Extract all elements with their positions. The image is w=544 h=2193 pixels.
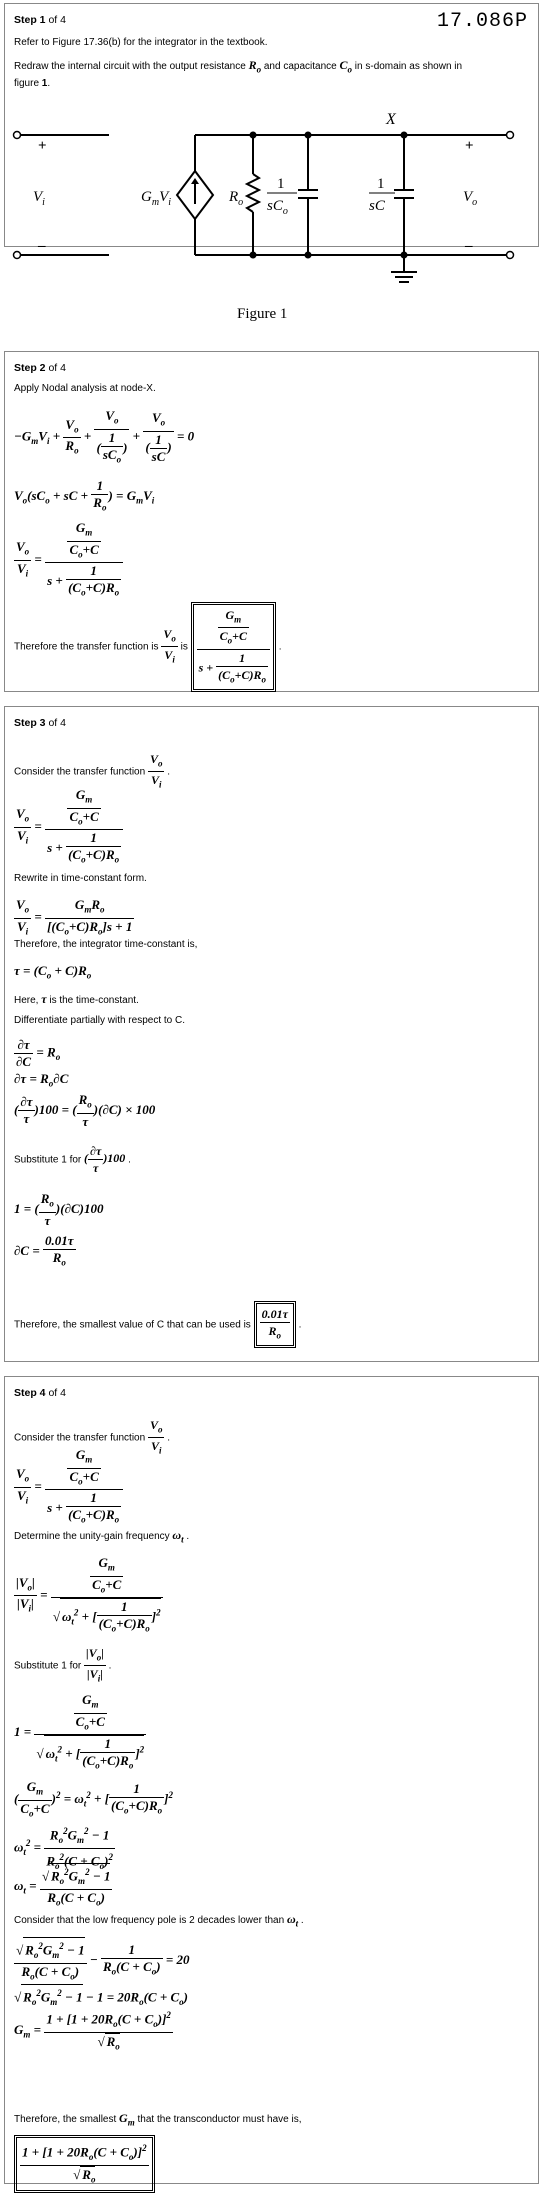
pole-simplified: √ $R_o^2G_m^2 - 1 - 1 = 20R_o(C + C_o)$ — [14, 1984, 188, 2010]
step-4-header: Step 4 of 4 — [14, 1387, 66, 1399]
step-3-text-2: Rewrite in time-constant form. — [14, 873, 147, 884]
svg-text:–: – — [38, 238, 46, 254]
transfer-function: $\frac{V_o}{V_i}$ = $\frac{G_m}{C_o+C}$ s + $\frac{1}{(C_o+C)R_o}$ — [14, 520, 123, 601]
step-3-text-5: Differentiate partially with respect to C. — [14, 1015, 186, 1026]
figure-caption: Figure 1 — [237, 306, 288, 322]
omega-equation: $\omega_t$ = $\frac{√ R_o^2G_m^2 - 1}{R_o(C + C_o)}$ — [14, 1863, 112, 1911]
simplified-equation: $V_o(sC_o$ + sC + $\frac{1}{R_o}$ ) = $G_mV_i$ — [14, 478, 154, 516]
step-4-text-1: Consider the transfer function $\frac{V_o}{V_i}$ . — [14, 1417, 170, 1459]
svg-text:1: 1 — [277, 176, 285, 192]
step-4-card — [4, 1376, 539, 2184]
step-3-text-6: Substitute 1 for ( $\frac{\partial\tau}{\tau}$ )100 . — [14, 1144, 131, 1175]
step-3-transfer: $\frac{V_o}{V_i}$ = $\frac{G_m}{C_o+C}$ s + $\frac{1}{(C_o+C)R_o}$ — [14, 787, 123, 868]
gm-equation: $G_m$ = $\frac{1 + [1 + 20R_o(C + C_o)]^2}{√ R_o}$ — [14, 2007, 173, 2055]
step-3-text-4: Here, τ is the time-constant. — [14, 992, 139, 1006]
step-4-transfer: $\frac{V_o}{V_i}$ = $\frac{G_m}{C_o+C}$ s + $\frac{1}{(C_o+C)R_o}$ — [14, 1447, 123, 1528]
step-4-text-4: Consider that the low frequency pole is 2 decades lower than $\omega_t$ . — [14, 1912, 304, 1929]
squared-equation: ( $\frac{G_m}{C_o+C}$ )$^2 = \omega_t^2$ + [ $\frac{1}{(C_o+C)R_o}$ ]$^2$ — [14, 1779, 173, 1821]
final-answer: $\frac{1 + [1 + 20R_o(C + C_o)]^2}{√ R_o}$ — [14, 2135, 155, 2193]
step-1-header: Step 1 of 4 — [14, 14, 66, 26]
circuit-diagram — [5, 94, 538, 322]
svg-text:sC: sC — [369, 198, 385, 214]
omega-squared-equation: $\omega_t^2$ = $\frac{R_o^2G_m^2 - 1}{R_o^2(C + C_o)^2}$ — [14, 1823, 115, 1874]
svg-text:sCo: $sC_o$ — [267, 198, 288, 217]
svg-text:Vo: $V_o$ — [463, 189, 478, 208]
step-1-text-1: Refer to Figure 17.36(b) for the integrator in the textbook. — [14, 37, 268, 48]
step-3-card — [4, 706, 539, 1362]
svg-text:GmVi: $G_mV_i$ — [141, 189, 172, 208]
step-4-text-2: Determine the unity-gain frequency $\omega_t$ . — [14, 1528, 190, 1545]
differential: $\partial\tau = R_o\partial C$ — [14, 1071, 69, 1089]
step-3-result: Therefore, the smallest value of C that can be used is $\frac{0.01\tau}{R_o}$ . — [14, 1301, 301, 1348]
svg-text:+: + — [38, 138, 47, 154]
step-4-text-3: Substitute 1 for $\frac{|V_o|}{|V_i|}$ . — [14, 1645, 111, 1687]
step-3-text-1: Consider the transfer function $\frac{V_o}{V_i}$ . — [14, 751, 170, 793]
step-2-text-1: Apply Nodal analysis at node-X. — [14, 383, 156, 394]
pole-equation: $\frac{√ R_o^2G_m^2 - 1}{R_o(C + C_o)}$ − $\frac{1}{R_o(C + C_o)}$ = 20 — [14, 1937, 190, 1985]
time-constant-form: $\frac{V_o}{V_i}$ = $\frac{G_mR_o}{[(C_o+C)R_o]s + 1}$ — [14, 897, 134, 939]
percent-equation: ( $\frac{\partial\tau}{\tau}$ )100 = ( $\frac{R_o}{\tau}$ )(∂C) × 100 — [14, 1092, 156, 1129]
substituted-equation: 1 = ( $\frac{R_o}{\tau}$ )(∂C)100 — [14, 1191, 104, 1228]
svg-text:–: – — [465, 238, 473, 254]
arrow-up-icon — [191, 178, 199, 184]
step-1-card — [4, 3, 539, 322]
step-2-header: Step 2 of 4 — [14, 362, 66, 374]
nodal-equation: $-G_mV_i$ + $\frac{V_o}{R_o}$ + $V_o$ ( $\frac{1}{sC_o}$ ) + $V_o$ ( $\frac{1}{sC}$ ) = 0 — [14, 408, 194, 467]
svg-text:Ro: $R_o$ — [229, 189, 244, 208]
step-2-card — [4, 351, 539, 692]
svg-text:1: 1 — [377, 176, 385, 192]
partial-derivative: $\frac{\partial\tau}{\partial C}$ = $R_o$ — [16, 1037, 61, 1069]
step-4-text-5: Therefore, the smallest $G_m$ that the transconductor must have is, — [14, 2111, 302, 2128]
svg-text:Vi: $V_i$ — [33, 189, 45, 208]
problem-id: 17.086P — [436, 10, 528, 33]
step-3-header: Step 3 of 4 — [14, 717, 66, 729]
unity-equation: 1 = $\frac{G_m}{C_o+C}$ √ $\omega_t^2$ + [ $\frac{1}{(C_o+C)R_o}$ ]$^2$ — [14, 1692, 146, 1774]
svg-text:+: + — [465, 138, 474, 154]
magnitude-equation: $\frac{|V_o|}{|V_i|}$ = $\frac{G_m}{C_o+C}$ √ $\omega_t^2$ + [ $\frac{1}{(C_o+C)R_o}$ ]$^2$ — [14, 1555, 163, 1637]
svg-text:X: X — [386, 111, 396, 128]
tau-equation: $\tau = (C_o + C)R_o$ — [14, 963, 92, 981]
dc-equation: ∂C = $\frac{0.01\tau}{R_o}$ — [14, 1233, 76, 1271]
step-1-text-2: Redraw the internal circuit with the output resistance $R_o$ and capacitance $C_o$ in s-domain as shown in figure 1. — [14, 58, 463, 90]
step-2-result: Therefore the transfer function is $\frac{V_o}{V_i}$ is $\frac{G_m}{C_o+C}$ s + $\frac{1}{(C_o+C)R_o}$ . — [14, 602, 282, 692]
step-3-text-3: Therefore, the integrator time-constant is, — [14, 939, 198, 950]
